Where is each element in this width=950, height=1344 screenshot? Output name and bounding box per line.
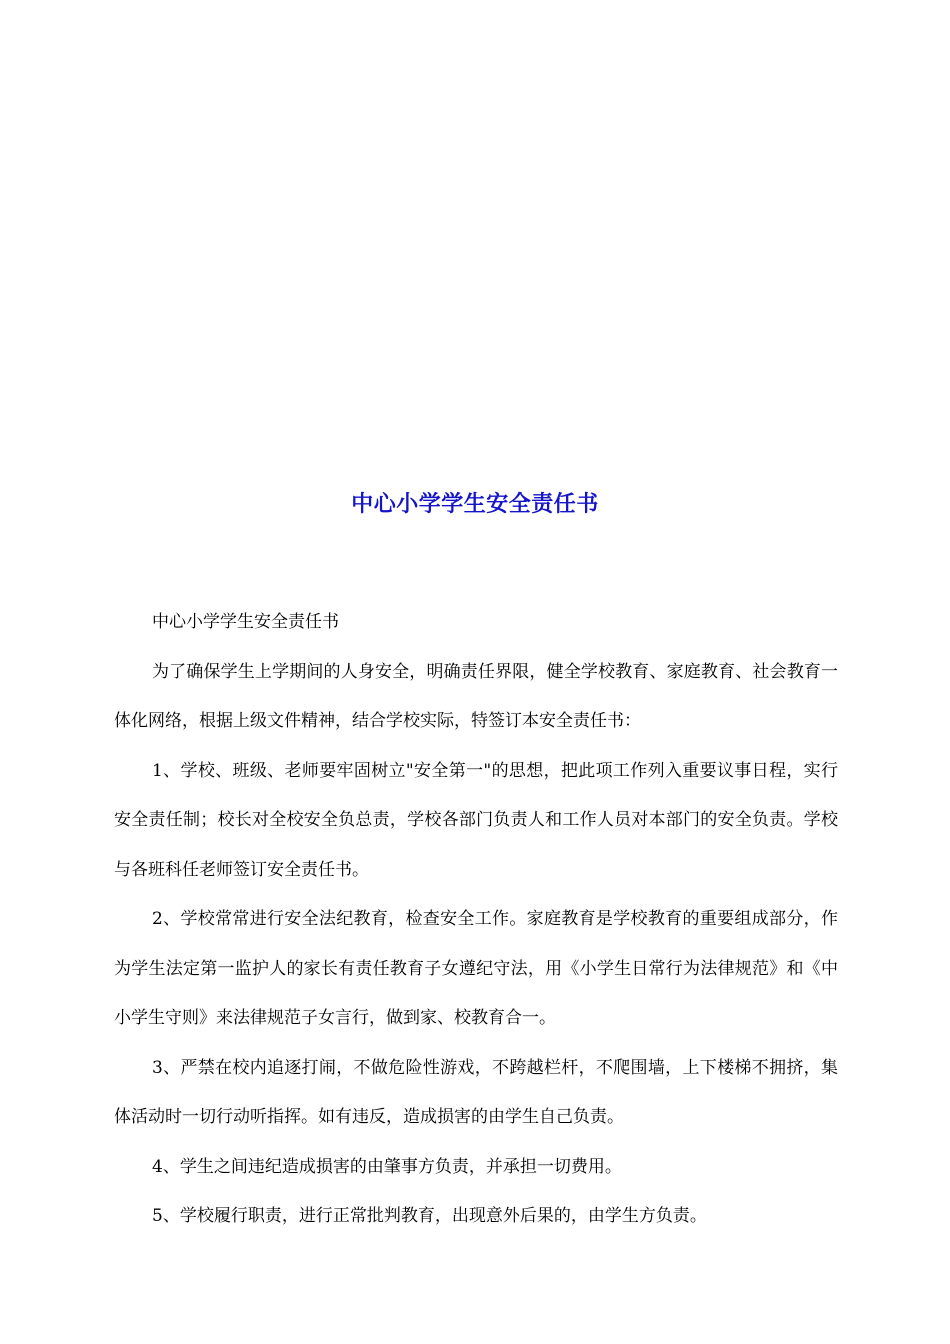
- document-title: 中心小学学生安全责任书: [351, 491, 599, 517]
- paragraph-item-3: 3、严禁在校内追逐打闹，不做危险性游戏，不跨越栏杆，不爬围墙，上下楼梯不拥挤，集体活动时一切行动听指挥。如有违反，造成损害的由学生自己负责。: [114, 1057, 838, 1127]
- paragraph-item-1: 1、学校、班级、老师要牢固树立"安全第一"的思想，把此项工作列入重要议事日程，实行安全责任制；校长对全校安全负总责，学校各部门负责人和工作人员对本部门的安全负责。学校与各班科任老师签订安全责任书。: [114, 760, 838, 880]
- paragraph-item-5: 5、学校履行职责，进行正常批判教育，出现意外后果的，由学生方负责。: [152, 1206, 707, 1226]
- paragraph-item-4: 4、学生之间违纪造成损害的由肇事方负责，并承担一切费用。: [152, 1156, 622, 1177]
- paragraph-intro: 为了确保学生上学期间的人身安全，明确责任界限，健全学校教育、家庭教育、社会教育一体化网络，根据上级文件精神，结合学校实际，特签订本安全责任书：: [114, 661, 838, 731]
- document-body: [114, 598, 838, 1242]
- paragraph-heading: 中心小学学生安全责任书: [152, 612, 339, 632]
- paragraph-item-2: 2、学校常常进行安全法纪教育，检查安全工作。家庭教育是学校教育的重要组成部分，作为学生法定第一监护人的家长有责任教育子女遵纪守法，用《小学生日常行为法律规范》和《中小学生守则》来法律规范子女言行，做到家、校教育合一。: [114, 909, 838, 1028]
